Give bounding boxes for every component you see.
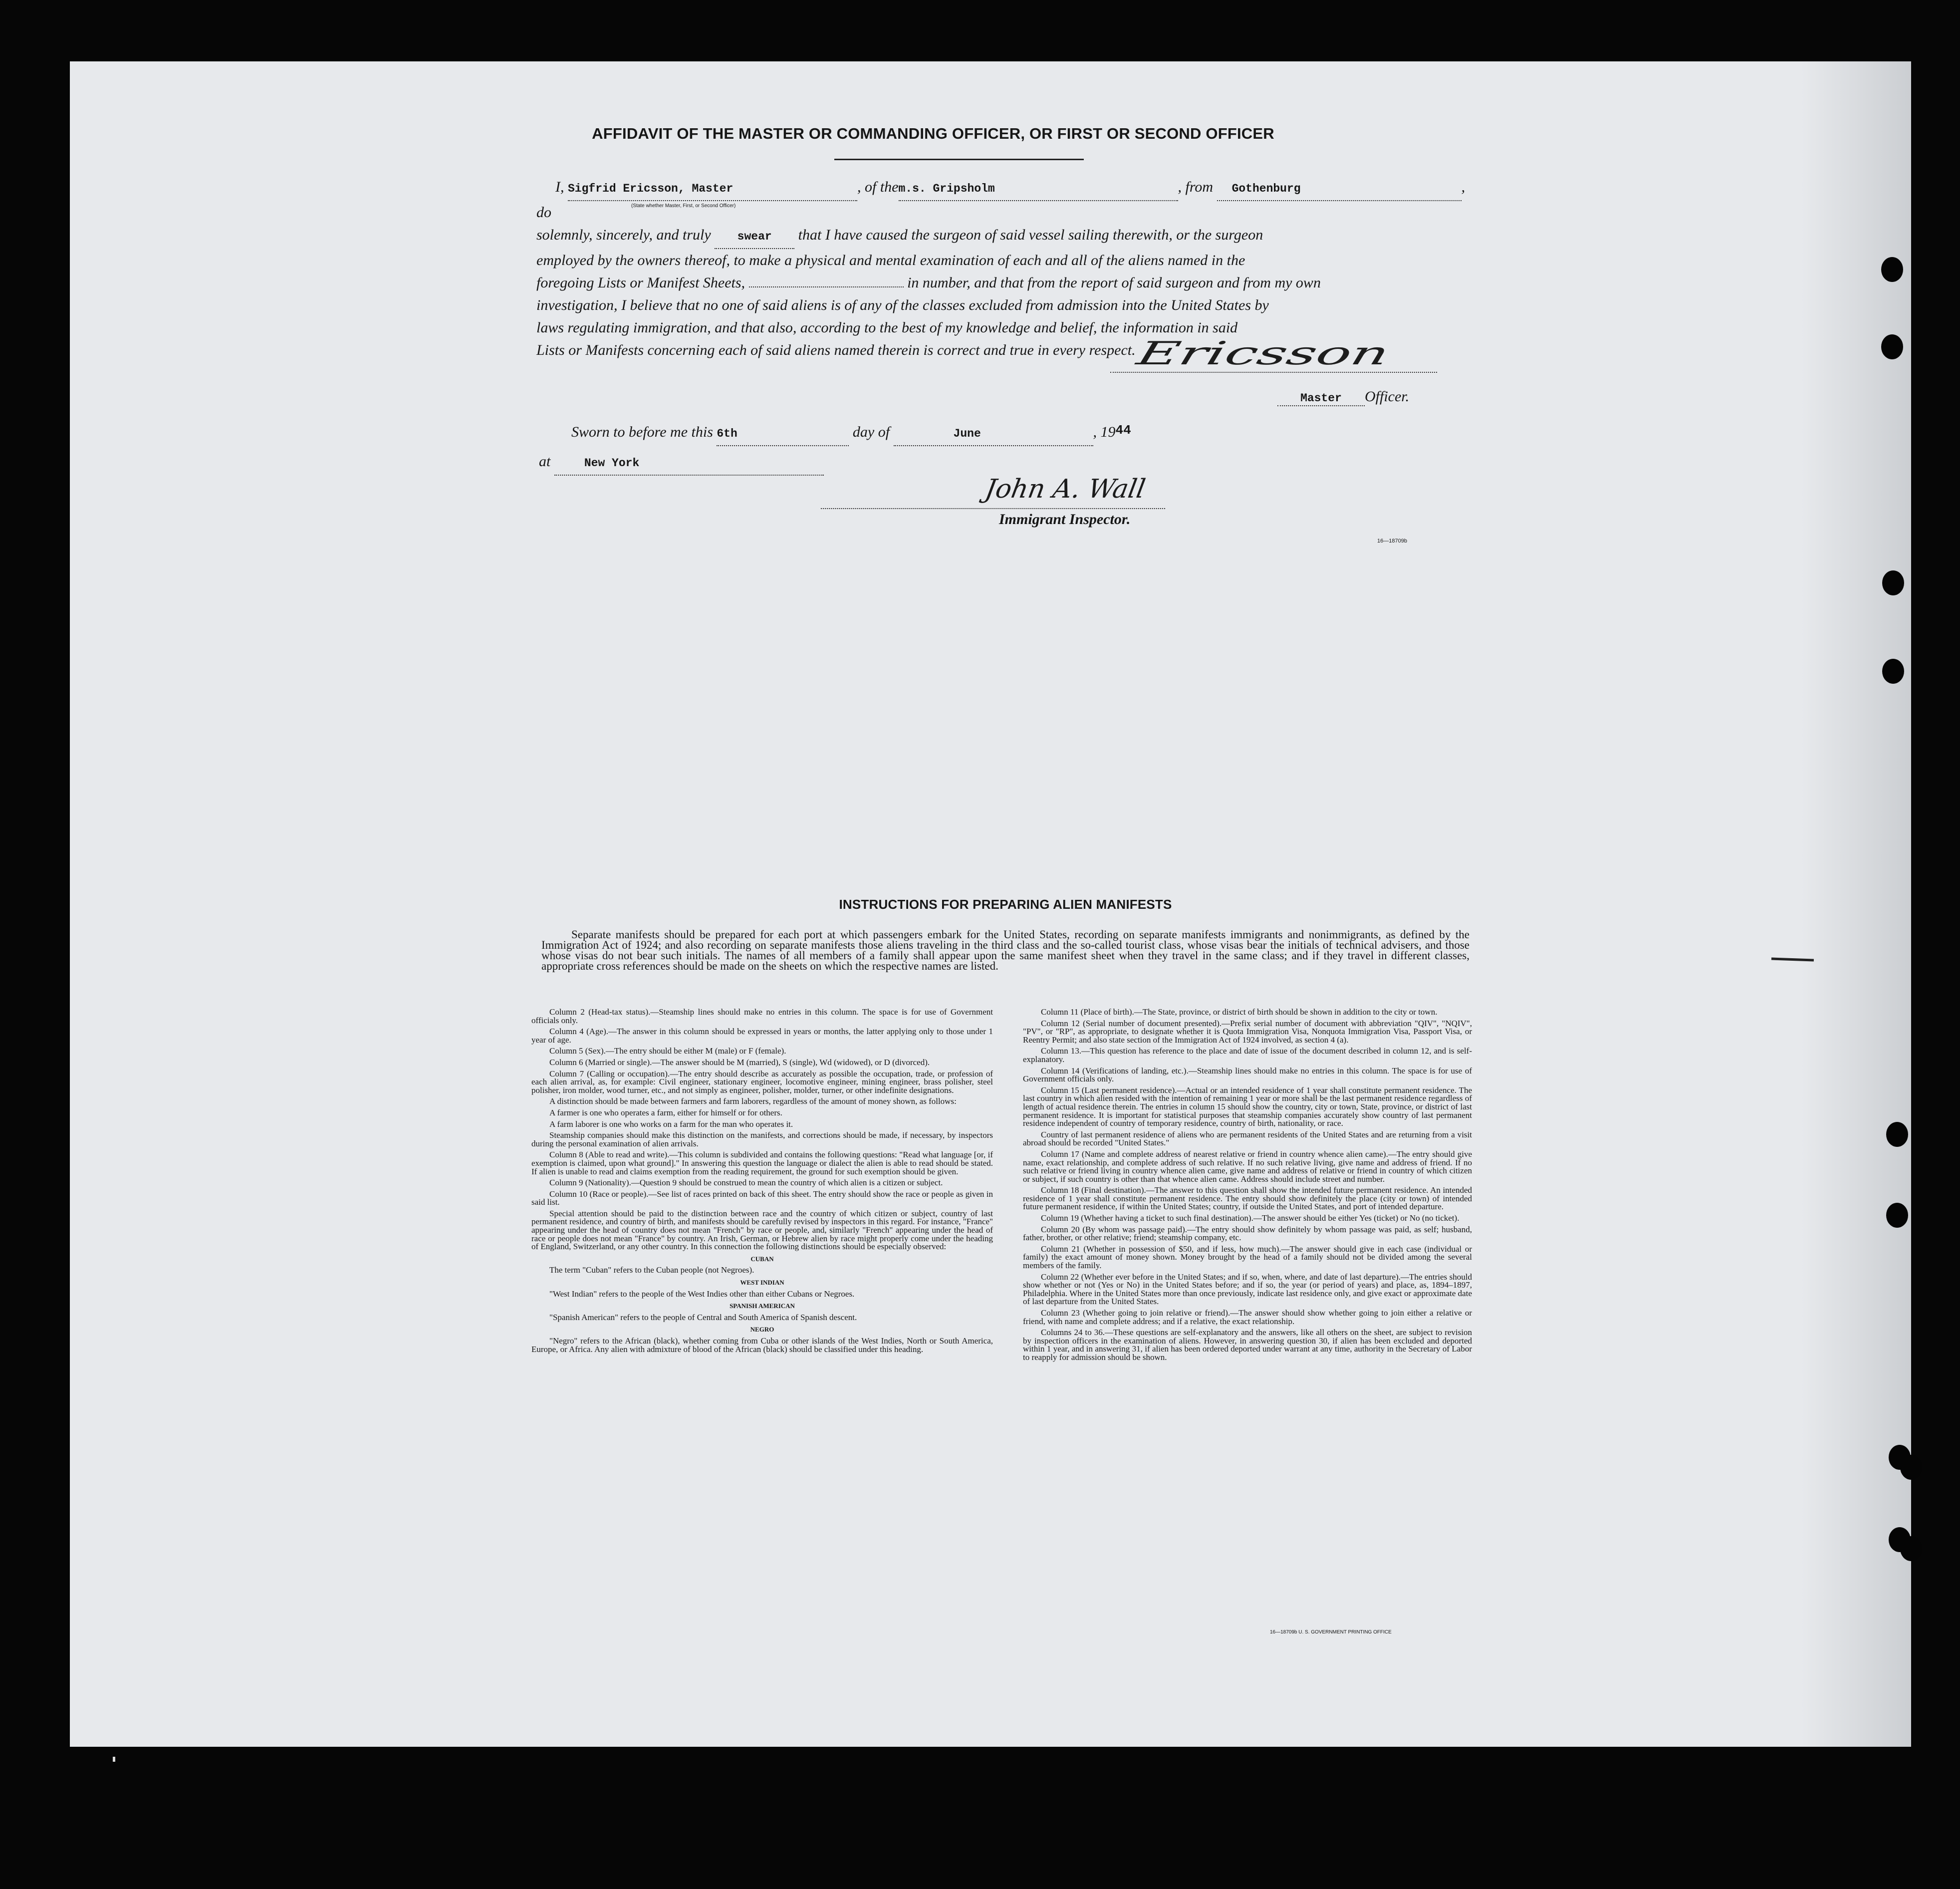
oath-type: swear bbox=[737, 230, 772, 243]
affidavit-title: AFFIDAVIT OF THE MASTER OR COMMANDING OFFICER, OR FIRST OR SECOND OFFICER bbox=[592, 125, 1274, 142]
sworn-line bbox=[571, 419, 1270, 446]
section-heading: CUBAN bbox=[750, 1255, 774, 1263]
officer-name: Sigfrid Ericsson, Master bbox=[568, 182, 734, 195]
section-heading: NEGRO bbox=[750, 1326, 774, 1334]
page-edge-shading bbox=[1801, 61, 1911, 1747]
instruction-paragraph: Column 8 (Able to read and write).—This column is subdivided and contains the following questions: "Read what language [or, if exemption is claimed, upon what ground]." In answering this question the language or dialect the alien is able to read should be stated. If alien is unable to read and claims exemption from the reading requirement, the ground for such exemption should be given. bbox=[531, 1150, 993, 1176]
sworn-day: 6th bbox=[717, 427, 737, 440]
instruction-paragraph: Column 13.—This question has reference to the place and date of issue of the document described in column 12, and is self-explanatory. bbox=[1023, 1046, 1472, 1064]
instruction-paragraph: Column 11 (Place of birth).—The State, province, or district of birth should be shown in addition to the city or town. bbox=[1041, 1007, 1438, 1017]
affidavit-body bbox=[536, 176, 1479, 361]
instruction-paragraph: A farm laborer is one who works on a farm for the man who operates it. bbox=[549, 1119, 793, 1129]
punch-hole bbox=[1882, 659, 1904, 684]
text-officer: Officer. bbox=[1365, 388, 1410, 405]
affidavit-line-1 bbox=[536, 176, 1479, 224]
signature-line bbox=[1110, 372, 1437, 373]
text-day-of: day of bbox=[852, 424, 890, 440]
instructions-footer: 16—18709b U. S. GOVERNMENT PRINTING OFFICE bbox=[1270, 1629, 1392, 1635]
instruction-paragraph: A farmer is one who operates a farm, either for himself or for others. bbox=[549, 1107, 782, 1117]
punch-hole bbox=[1881, 334, 1903, 359]
title-rule bbox=[834, 159, 1084, 160]
sworn-place: New York bbox=[584, 457, 640, 470]
instruction-paragraph: "Negro" refers to the African (black), whether coming from Cuba or other islands of the West Indies, North or South America, Europe, or Africa. Any alien with admixture of blood of the African (black) should be classified under this heading. bbox=[531, 1336, 993, 1354]
instruction-paragraph: Column 20 (By whom was passage paid).—The entry should show definitely by whom passage was paid, as self; husband, father, brother, or other relative; friend; steamship company, etc. bbox=[1023, 1224, 1472, 1243]
affidavit-line-5: investigation, I believe that no one of said aliens is of any of the classes excluded from admission into the United States by bbox=[536, 297, 1269, 313]
instruction-paragraph: Column 23 (Whether going to join relative or friend).—The answer should show whether going to join either a relative or friend, with name and complete address; and if a relative, the exact relationship. bbox=[1023, 1308, 1472, 1326]
instruction-paragraph: Column 17 (Name and complete address of nearest relative or friend in country whence alien came).—The entry should give name, exact relationship, and complete address of such relative. If no such relative living, give name and address of friend. If no such relative or friend living in country whence alien came, give name and address of relative or friend in country of which citizen or subject, if such country is other than that whence alien came. Address should include street and number. bbox=[1023, 1149, 1472, 1184]
instruction-paragraph: Column 10 (Race or people).—See list of races printed on back of this sheet. The entry should show the race or people as given in said list. bbox=[531, 1189, 993, 1207]
instruction-paragraph: "West Indian" refers to the people of the West Indies other than either Cubans or Negroes. bbox=[549, 1289, 855, 1299]
inspector-signature-line bbox=[821, 508, 1165, 509]
instruction-paragraph: Column 22 (Whether ever before in the United States; and if so, when, where, and date of last departure).—The entries should show whether or not (Yes or No) in the United States before; and if so, the year (or period of years) and place, as, 1894–1897, Philadelphia. Where in the United States more than once previously, indicate last residence only, and give exact or approximate date of last departure from the United States. bbox=[1023, 1272, 1472, 1307]
instructions-left-column bbox=[531, 1008, 993, 1356]
inspector-signature: John A. Wall bbox=[982, 474, 1148, 504]
instruction-paragraph: Column 4 (Age).—The answer in this column should be expressed in years or months, the latter applying only to those under 1 year of age. bbox=[531, 1027, 993, 1045]
text-at: at bbox=[539, 453, 551, 470]
officer-rank-line bbox=[1277, 388, 1477, 406]
instruction-paragraph: Column 5 (Sex).—The entry should be either M (male) or F (female). bbox=[549, 1046, 786, 1056]
instruction-paragraph: Country of last permanent residence of aliens who are permanent residents of the United States and are returning from a visit abroad should be recorded "United States." bbox=[1023, 1129, 1472, 1148]
section-heading: WEST INDIAN bbox=[740, 1279, 784, 1287]
text-i: I, bbox=[555, 179, 564, 195]
affidavit-line-3: employed by the owners thereof, to make a physical and mental examination of each and all of the aliens named in the bbox=[536, 252, 1245, 269]
section-heading: SPANISH AMERICAN bbox=[730, 1302, 795, 1310]
instruction-paragraph: Steamship companies should make this distinction on the manifests, and corrections should be made, if necessary, by inspectors during the personal examination of alien arrivals. bbox=[531, 1130, 993, 1148]
instruction-paragraph: The term "Cuban" refers to the Cuban people (not Negroes). bbox=[549, 1265, 754, 1275]
instruction-paragraph: Column 21 (Whether in possession of $50, and if less, how much).—The answer should give in each case (individual or family) the exact amount of money shown. Money brought by the head of a family should not be divided among the several members of the family. bbox=[1023, 1244, 1472, 1271]
text-19: , 19 bbox=[1093, 424, 1116, 440]
place-line bbox=[539, 450, 888, 476]
affidavit-line-6: laws regulating immigration, and that also, according to the best of my knowledge and belief, the information in said bbox=[536, 319, 1238, 336]
punch-hole bbox=[1886, 1203, 1908, 1228]
instruction-paragraph: Column 12 (Serial number of document presented).—Prefix serial number of document with abbreviation "QIV", "NQIV", "PV", or "RP", as appropriate, to designate whether it is Quota Immigration Visa, Nonquota Immigration Visa, Passport Visa, or Reentry Permit; and also state section of the Immigration Act of 1924 involved, as section 4 (a). bbox=[1023, 1018, 1472, 1045]
officer-caption: (State whether Master, First, or Second Officer) bbox=[631, 203, 736, 209]
text-foregoing: foregoing Lists or Manifest Sheets, bbox=[536, 274, 745, 291]
instruction-paragraph: Column 2 (Head-tax status).—Steamship lines should make no entries in this column. The space is for use of Government officials only. bbox=[531, 1007, 993, 1025]
affidavit-line-4 bbox=[536, 271, 1479, 294]
instruction-paragraph: Column 19 (Whether having a ticket to such final destination).—The answer should be either Yes (ticket) or No (no ticket). bbox=[1041, 1213, 1460, 1223]
instruction-paragraph: A distinction should be made between farmers and farm laborers, regardless of the amount of money shown, as follows: bbox=[549, 1096, 957, 1106]
text-do: , do bbox=[536, 179, 1466, 221]
text-solemnly: solemnly, sincerely, and truly bbox=[536, 227, 711, 243]
officer-rank: Master bbox=[1300, 392, 1342, 405]
text-sworn: Sworn to before me this bbox=[571, 424, 713, 440]
instruction-paragraph: Column 18 (Final destination).—The answer to this question shall show the intended future permanent residence. An intended residence of 1 year shall constitute permanent residence. The entry should show definitely the place (city or town) of intended future permanent residence, if within the United States; country, if outside the United States, and port of intended departure. bbox=[1023, 1185, 1472, 1212]
port-from: Gothenburg bbox=[1231, 182, 1301, 195]
instruction-paragraph: Columns 24 to 36.—These questions are self-explanatory and the answers, like all others on the sheet, are subject to revision by inspection officers in the examination of aliens. However, in answering question 30, if alien has been excluded and deported within 1 year, and in answering 31, if alien has been ordered deported under warrant at any time, authority in the Secretary of Labor to reapply for admission should be shown. bbox=[1023, 1328, 1472, 1362]
master-signature: Ericsson bbox=[1133, 335, 1393, 372]
punch-hole bbox=[1900, 1536, 1922, 1561]
instruction-paragraph: Column 14 (Verifications of landing, etc.).—Steamship lines should make no entries in this column. The space is for use of Government officials only. bbox=[1023, 1066, 1472, 1084]
instruction-paragraph: Special attention should be paid to the distinction between race and the country of which citizen or subject, country of last permanent residence, and country of birth, and manifests should be carefully revised by inspectors in this regard. For instance, "France" appearing under the head of country does not mean "French" by race or people, and, similarly "French" appearing under the head of race or people does not mean "France" by country. An Irish, German, or Hebrew alien by race might properly come under the heading of England, Switzerland, or any other country. In this connection the following distinctions should be especially observed: bbox=[531, 1208, 993, 1252]
instructions-intro: Separate manifests should be prepared for each port at which passengers embark for the United States, recording on separate manifests immigrants and nonimmigrants, as defined by the Immigration Act of 1924; and also recording on separate manifests those aliens traveling in the third class and the so-called tourist class, whose visas bear the initials of technical advisers, and those whose visas do not bear such initials. The names of all members of a family shall appear upon the same manifest sheet when they travel in the same class; and if they travel in different classes, appropriate cross references should be made on the sheets on which the respective names are listed. bbox=[541, 928, 1470, 972]
sworn-month: June bbox=[953, 427, 981, 440]
text-in-number: in number, and that from the report of said surgeon and from my own bbox=[907, 274, 1321, 291]
punch-hole bbox=[1881, 257, 1903, 282]
text-surgeon: that I have caused the surgeon of said vessel sailing therewith, or the surgeon bbox=[798, 227, 1263, 243]
instruction-paragraph: Column 15 (Last permanent residence).—Actual or an intended residence of 1 year shall constitute permanent residence. The last country in which alien resided with the intention of remaining 1 year or more shall be the last permanent residence regardless of length of actual residence therein. The entries in column 15 should show the country, city or town, State, province, or district of last permanent residence. It is important for statistical purposes that steamship companies accurately show country of last permanent residence independent of country of temporary residence, country of birth, nationality, or race. bbox=[1023, 1085, 1472, 1128]
instruction-paragraph: Column 6 (Married or single).—The answer should be M (married), S (single), Wd (widowed), or D (divorced). bbox=[549, 1057, 930, 1067]
text-of-the: , of the bbox=[857, 179, 899, 195]
vessel-name: m.s. Gripsholm bbox=[898, 182, 995, 195]
affidavit-line-2 bbox=[536, 224, 1479, 249]
instruction-paragraph: "Spanish American" refers to the people of Central and South America of Spanish descent. bbox=[549, 1312, 857, 1322]
form-number: 16—18709b bbox=[1377, 538, 1407, 544]
instructions-right-column bbox=[1023, 1008, 1472, 1365]
sworn-year: 44 bbox=[1115, 423, 1131, 438]
text-from: , from bbox=[1178, 179, 1214, 195]
instruction-paragraph: Column 9 (Nationality).—Question 9 should be construed to mean the country of which alien is a citizen or subject. bbox=[549, 1178, 943, 1188]
punch-hole bbox=[1900, 1455, 1922, 1480]
instruction-paragraph: Column 7 (Calling or occupation).—The entry should describe as accurately as possible the occupation, trade, or profession of each alien arrival, as, for example: Civil engineer, stationary engineer, locomotive engineer, mining engineer, brass polisher, steel polisher, iron molder, wood turner, etc., and not simply as engineer, polisher, molder, turner, or other indefinite designations. bbox=[531, 1069, 993, 1095]
punch-hole bbox=[1886, 1122, 1908, 1147]
punch-hole bbox=[1882, 570, 1904, 595]
affidavit-line-7: Lists or Manifests concerning each of said aliens named therein is correct and true in every respect. bbox=[536, 342, 1136, 358]
inspector-label: Immigrant Inspector. bbox=[999, 511, 1131, 528]
dust-speck bbox=[113, 1757, 115, 1762]
instructions-title: INSTRUCTIONS FOR PREPARING ALIEN MANIFESTS bbox=[839, 897, 1172, 912]
